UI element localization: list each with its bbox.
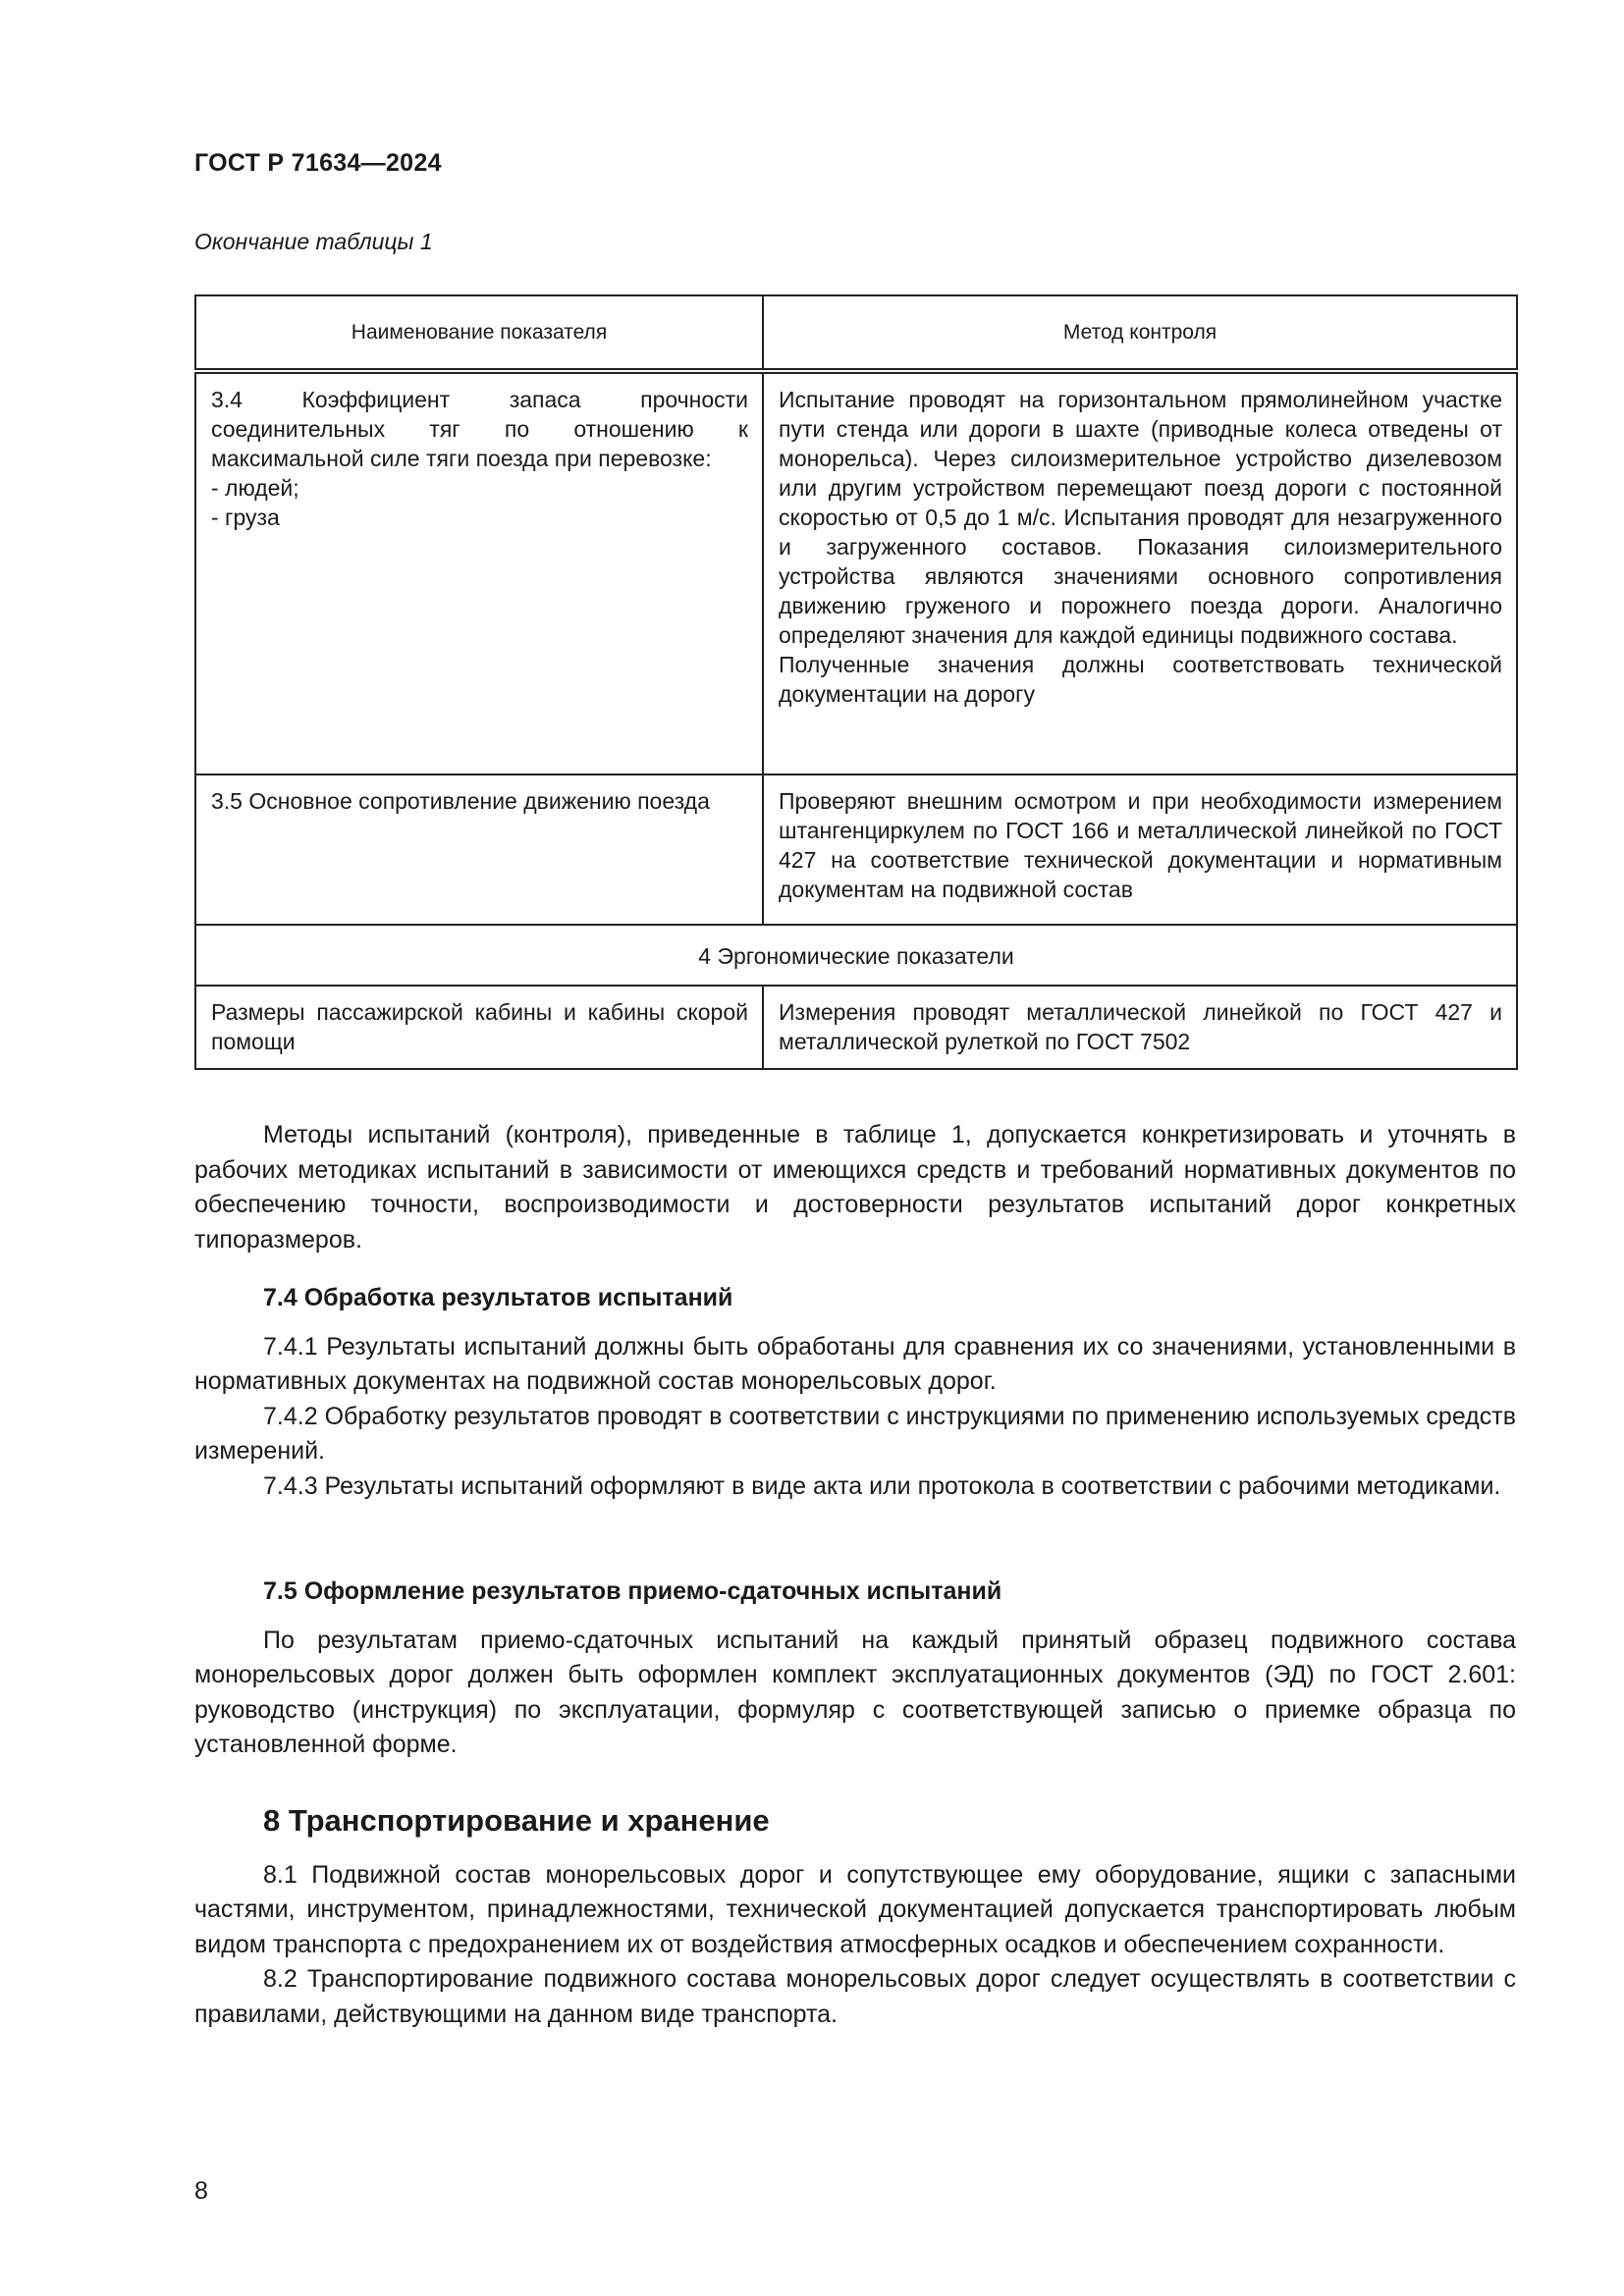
- table-caption: Окончание таблицы 1: [194, 229, 433, 254]
- indicator-text: 3.4 Коэффициент запаса прочности соединительных тяг по отношению к максимальной силе тяги поезда при перевозке:: [211, 387, 748, 471]
- section-title: 7.4 Обработка результатов испытаний: [263, 1284, 733, 1311]
- chapter-title: 8 Транспортирование и хранение: [263, 1803, 770, 1838]
- list-item: - груза: [211, 505, 280, 530]
- method-cell: [763, 371, 1517, 774]
- table-1: [194, 294, 1518, 1070]
- section-8: [194, 1803, 1516, 2032]
- table-row: [195, 774, 1517, 925]
- table-section-row: [195, 925, 1517, 986]
- section-7-5: [194, 1575, 1516, 1763]
- section-heading-ergonomic: 4 Эргономические показатели: [195, 925, 1517, 986]
- table-row: [195, 371, 1517, 774]
- table-row: [195, 986, 1517, 1069]
- method-note: Полученные значения должны соответствовать технической документации на дорогу: [779, 652, 1502, 707]
- methods-paragraph: Методы испытаний (контроля), приведенные в таблице 1, допускается конкретизировать и уточнять в рабочих методиках испытаний в зависимости от имеющихся средств и требований нормативных документов по обеспечению точности, воспроизводимости и достоверности результатов испытаний дорог конкретных типоразмеров.: [194, 1121, 1516, 1254]
- paragraph: 7.4.2 Обработку результатов проводят в соответствии с инструкциями по применению используемых средств измерений.: [194, 1402, 1516, 1465]
- page-number: 8: [194, 2177, 208, 2205]
- indicator-cell: [195, 986, 763, 1069]
- table-header-row: [195, 295, 1517, 371]
- paragraph: 8.1 Подвижной состав монорельсовых дорог и сопутствующее ему оборудование, ящики с запасными частями, инструментом, принадлежностями, технической документацией допускается транспортировать любым видом транспорта с предохранением их от воздействия атмосферных осадков и обеспечением сохранности.: [194, 1860, 1516, 1958]
- section-7-4: [194, 1281, 1516, 1504]
- method-cell: [763, 986, 1517, 1069]
- indicator-text: 3.5 Основное сопротивление движению поезда: [211, 788, 710, 814]
- methods-paragraph-block: [194, 1118, 1516, 1257]
- document-id: ГОСТ Р 71634—2024: [194, 149, 442, 177]
- indicator-cell: [195, 774, 763, 925]
- section-title: 7.5 Оформление результатов приемо-сдаточных испытаний: [263, 1577, 1002, 1605]
- paragraph: По результатам приемо-сдаточных испытаний на каждый принятый образец подвижного состава монорельсовых дорог должен быть оформлен комплект эксплуатационных документов (ЭД) по ГОСТ 2.601: руководство (инструкция) по эксплуатации, формуляр с соответствующей записью о приемке образца по установленной форме.: [194, 1626, 1516, 1758]
- indicator-cell: [195, 371, 763, 774]
- indicator-text: Размеры пассажирской кабины и кабины скорой помощи: [211, 999, 748, 1054]
- method-text: Измерения проводят металлической линейкой по ГОСТ 427 и металлической рулеткой по ГОСТ 7502: [779, 999, 1502, 1054]
- column-header-method: Метод контроля: [763, 295, 1517, 371]
- paragraph: 7.4.1 Результаты испытаний должны быть обработаны для сравнения их со значениями, установленными в нормативных документах на подвижной состав монорельсовых дорог.: [194, 1332, 1516, 1395]
- paragraph: 7.4.3 Результаты испытаний оформляют в виде акта или протокола в соответствии с рабочими методиками.: [263, 1471, 1501, 1500]
- method-cell: [763, 774, 1517, 925]
- paragraph: 8.2 Транспортирование подвижного состава монорельсовых дорог следует осуществлять в соответствии с правилами, действующими на данном виде транспорта.: [194, 1965, 1516, 2028]
- method-text: Проверяют внешним осмотром и при необходимости измерением штангенциркулем по ГОСТ 166 и металлической линейкой по ГОСТ 427 на соответствие технической документации и нормативным документам на подвижной состав: [779, 788, 1502, 902]
- list-item: - людей;: [211, 475, 299, 501]
- column-header-indicator: Наименование показателя: [195, 295, 763, 371]
- method-text: Испытание проводят на горизонтальном прямолинейном участке пути стенда или дороги в шахте (приводные колеса отведены от монорельса). Через силоизмерительное устройство дизелевозом или другим устройством перемещают поезд дороги с постоянной скоростью от 0,5 до 1 м/с. Испытания проводят для незагруженного и загруженного составов. Показания силоизмерительного устройства являются значениями основного сопротивления движению груженого и порожнего поезда дороги. Аналогично определяют значения для каждой единицы подвижного состава.: [779, 387, 1502, 648]
